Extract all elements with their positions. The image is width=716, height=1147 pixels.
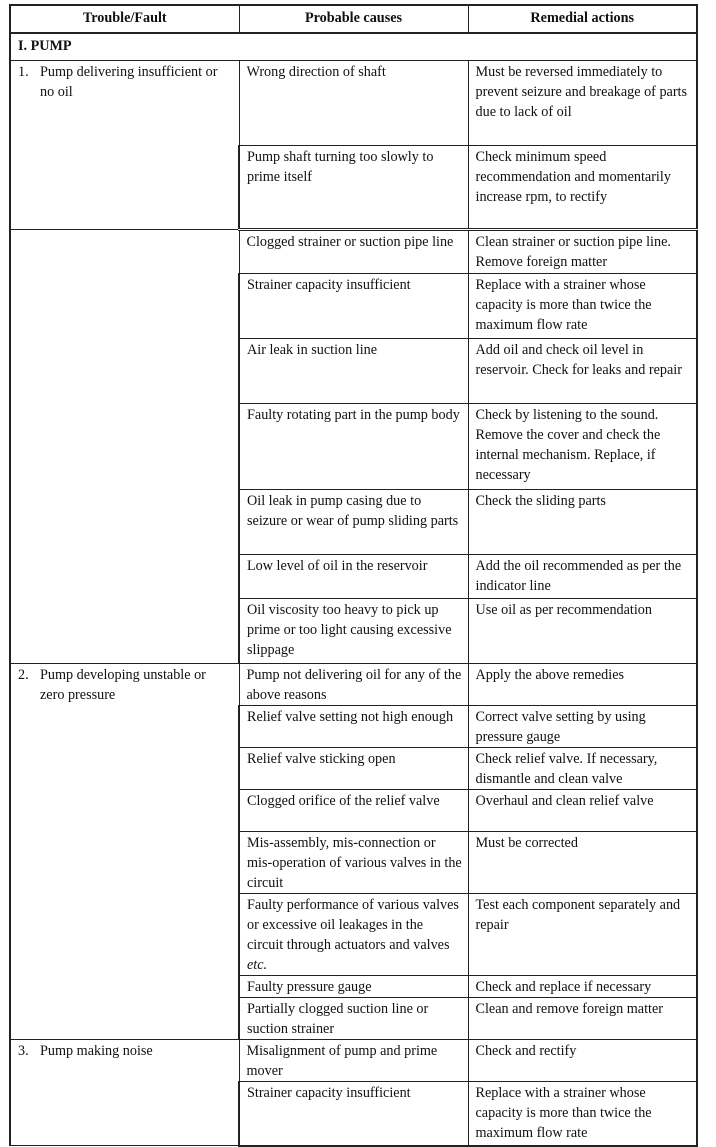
fault-label: Pump developing unstable or zero pressure: [40, 667, 206, 703]
remedy-cell: Replace with a strainer whose capacity is more than twice the maximum flow rate: [468, 274, 697, 339]
troubleshooting-table: [9, 4, 698, 1147]
cause-cell: Pump not delivering oil for any of the above reasons: [239, 664, 468, 706]
cause-cell: Faulty pressure gauge: [239, 976, 468, 998]
remedy-cell: Clean and remove foreign matter: [468, 998, 697, 1040]
remedy-cell: Test each component separately and repair: [468, 894, 697, 976]
remedy-cell: Add oil and check oil level in reservoir. Check for leaks and repair: [468, 339, 697, 404]
table-row: [10, 61, 697, 146]
remedy-cell: Must be corrected: [468, 832, 697, 894]
fault-cell-2: [10, 664, 239, 1040]
remedy-cell: Replace with a strainer whose capacity is more than twice the maximum flow rate: [468, 1082, 697, 1146]
remedy-cell: Correct valve setting by using pressure gauge: [468, 706, 697, 748]
cause-cell: Low level of oil in the reservoir: [239, 555, 468, 599]
remedy-cell: Check by listening to the sound. Remove the cover and check the internal mechanism. Replace, if necessary: [468, 404, 697, 490]
cause-cell: Faulty rotating part in the pump body: [239, 404, 468, 490]
header-causes: Probable causes: [239, 5, 468, 33]
fault-cell-1: [10, 61, 239, 230]
header-row: [10, 5, 697, 33]
troubleshooting-page: [9, 4, 696, 1140]
cause-text: Faulty performance of various valves or excessive oil leakages in the circuit through actuators and valves: [247, 897, 459, 953]
fault-number: 1.: [18, 64, 29, 80]
table-body: [10, 33, 697, 1146]
cause-cell: Oil viscosity too heavy to pick up prime or too light causing excessive slippage: [239, 599, 468, 664]
cause-cell: Relief valve setting not high enough: [239, 706, 468, 748]
fault-label: Pump delivering insufficient or no oil: [40, 64, 218, 100]
remedy-cell: Must be reversed immediately to prevent seizure and breakage of parts due to lack of oil: [468, 61, 697, 146]
section-title: I. PUMP: [10, 33, 697, 61]
cause-cell: Air leak in suction line: [239, 339, 468, 404]
remedy-cell: Overhaul and clean relief valve: [468, 790, 697, 832]
remedy-cell: Check the sliding parts: [468, 490, 697, 555]
cause-cell: Wrong direction of shaft: [239, 61, 468, 146]
cause-cell: Clogged orifice of the relief valve: [239, 790, 468, 832]
cause-cell: Strainer capacity insufficient: [239, 274, 468, 339]
remedy-cell: Add the oil recommended as per the indicator line: [468, 555, 697, 599]
fault-cell-1-continued: [10, 230, 239, 664]
section-row: [10, 33, 697, 61]
cause-cell: Pump shaft turning too slowly to prime itself: [239, 146, 468, 230]
cause-cell: Oil leak in pump casing due to seizure or wear of pump sliding parts: [239, 490, 468, 555]
fault-number: 3.: [18, 1043, 29, 1059]
header-fault: Trouble/Fault: [10, 5, 239, 33]
fault-cell-3: [10, 1040, 239, 1146]
fault-number: 2.: [18, 667, 29, 683]
remedy-cell: Check and rectify: [468, 1040, 697, 1082]
cause-text-italic: etc.: [247, 957, 268, 973]
remedy-cell: Clean strainer or suction pipe line. Remove foreign matter: [468, 230, 697, 274]
header-remedies: Remedial actions: [468, 5, 697, 33]
fault-label: Pump making noise: [40, 1043, 153, 1059]
remedy-cell: Check minimum speed recommendation and momentarily increase rpm, to rectify: [468, 146, 697, 230]
cause-cell: Partially clogged suction line or suction strainer: [239, 998, 468, 1040]
table-row: [10, 664, 697, 706]
table-header: [10, 5, 697, 33]
remedy-cell: Use oil as per recommendation: [468, 599, 697, 664]
remedy-cell: Apply the above remedies: [468, 664, 697, 706]
table-row: [10, 1040, 697, 1082]
cause-cell: Strainer capacity insufficient: [239, 1082, 468, 1146]
cause-cell: Mis-assembly, mis-connection or mis-operation of various valves in the circuit: [239, 832, 468, 894]
remedy-cell: Check and replace if necessary: [468, 976, 697, 998]
cause-cell: Relief valve sticking open: [239, 748, 468, 790]
table-row: [10, 230, 697, 274]
cause-cell: [239, 894, 468, 976]
cause-cell: Clogged strainer or suction pipe line: [239, 230, 468, 274]
remedy-cell: Check relief valve. If necessary, dismantle and clean valve: [468, 748, 697, 790]
cause-cell: Misalignment of pump and prime mover: [239, 1040, 468, 1082]
